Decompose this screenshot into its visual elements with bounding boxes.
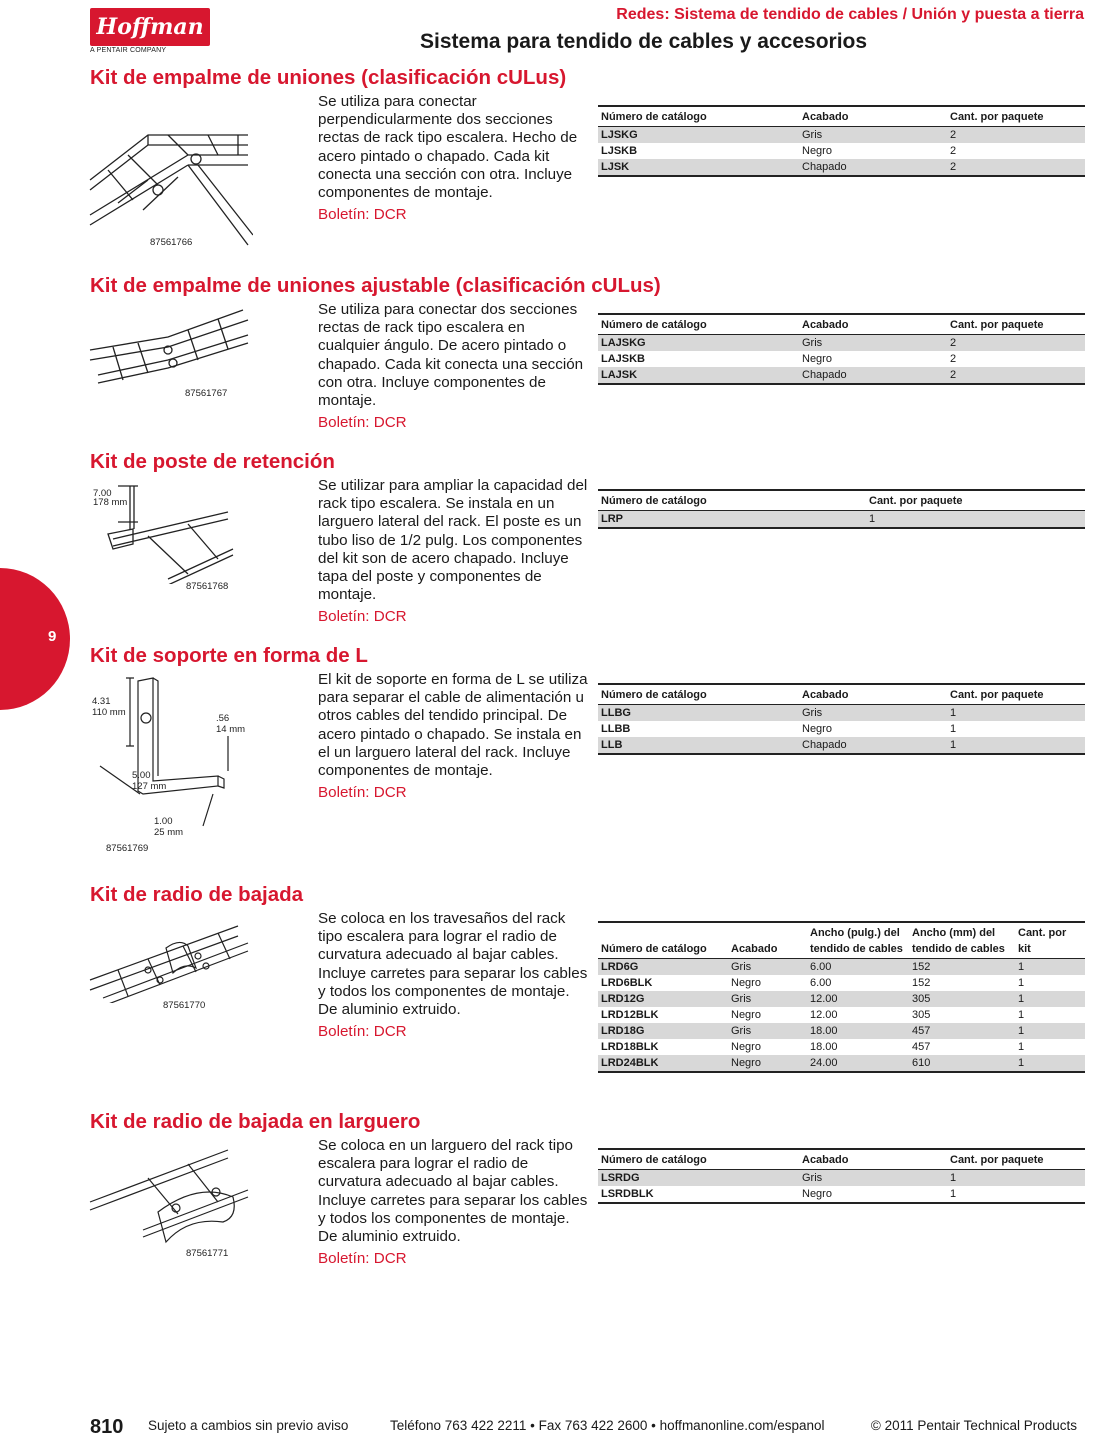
col-header: Acabado (799, 314, 947, 335)
section-title: Kit de radio de bajada en larguero (90, 1110, 421, 1133)
description-text: El kit de soporte en forma de L se utiliza para separar el cable de alimentación u otros cables del tendido principal. De acero pintado o chapado. Se instala en el un larguero lateral del rack. Incluye componentes de montaje. (318, 671, 588, 780)
cell-finish: Negro (731, 1041, 761, 1053)
cell-qty: 1 (1015, 1055, 1085, 1072)
table-row (598, 705, 1085, 722)
col-header: Ancho (mm) del tendido de cables (909, 922, 1015, 959)
description-text: Se coloca en un larguero del rack tipo escalera para lograr el radio de curvatura adecuado al bajar cables. Incluye carretes para separar los cables y todos los componentes de montaje. De aluminio extruido. (318, 1137, 588, 1246)
table-row (598, 143, 1085, 159)
col-header: Número de catálogo (598, 684, 799, 705)
cell-finish: Gris (728, 991, 807, 1007)
cell-qty: 2 (950, 145, 957, 157)
col-header: Número de catálogo (598, 106, 799, 127)
cell-width-mm: 152 (909, 959, 1015, 976)
product-illustration (88, 95, 253, 250)
footer-copyright: © 2011 Pentair Technical Products (870, 1418, 1077, 1433)
cell-width-mm: 610 (909, 1055, 1015, 1072)
cell-catalog: LAJSKG (598, 335, 799, 352)
figure-number: 87561769 (106, 843, 149, 854)
cell-qty: 2 (947, 335, 1085, 352)
cell-qty: 1 (866, 511, 1085, 529)
cell-qty: 2 (947, 127, 1085, 144)
cell-width-mm: 305 (909, 991, 1015, 1007)
cell-width-in: 18.00 (807, 1023, 909, 1039)
table-row (598, 367, 1085, 384)
col-header: Ancho (pulg.) del tendido de cables (807, 922, 909, 959)
cell-finish: Gris (728, 959, 807, 976)
section-description (318, 910, 590, 1041)
cell-finish: Negro (731, 977, 761, 989)
description-text: Se utilizar para ampliar la capacidad del rack tipo escalera. Se instala en un larguero lateral del rack. El poste es un tubo liso de 1/2 pulg. Los componentes del kit son de acero chapado. Incluye tapa del poste y componentes de montaje. (318, 477, 588, 604)
catalog-table (598, 313, 1085, 385)
logo-subtitle: A PENTAIR COMPANY (90, 47, 167, 54)
cell-qty: 1 (1018, 1041, 1025, 1053)
col-header: Cant. por paquete (866, 490, 1085, 511)
table-row (598, 127, 1085, 144)
section-description (318, 93, 590, 224)
section-description (318, 301, 590, 432)
col-header: Cant. por kit (1015, 922, 1085, 959)
dim-inches: 4.31 (92, 696, 111, 707)
cell-width-in: 6.00 (810, 977, 832, 989)
cell-width-mm: 305 (912, 1009, 931, 1021)
section-title: Kit de empalme de uniones (clasificación cULus) (90, 66, 567, 89)
cell-catalog: LAJSKB (601, 353, 646, 365)
dim-mm: 127 mm (132, 781, 167, 792)
cell-qty: 1 (1018, 977, 1025, 989)
cell-width-in: 12.00 (807, 991, 909, 1007)
table-row (598, 959, 1085, 976)
section-title: Kit de radio de bajada (90, 883, 304, 906)
dim-inches: 5.00 (132, 770, 151, 781)
col-header: Acabado (799, 1149, 947, 1170)
cell-catalog: LLBB (601, 723, 631, 735)
figure-number: 87561768 (186, 581, 229, 592)
cell-catalog: LRD18BLK (601, 1041, 659, 1053)
table-row (598, 737, 1085, 754)
col-header: Número de catálogo (598, 1149, 799, 1170)
col-header: Acabado (799, 684, 947, 705)
cell-catalog: LRP (598, 511, 866, 529)
cell-width-in: 12.00 (810, 1009, 838, 1021)
cell-qty: 1 (947, 1170, 1085, 1187)
cell-catalog: LLBG (598, 705, 799, 722)
dimension-label (154, 816, 183, 838)
footer-notice: Sujeto a cambios sin previo aviso (148, 1418, 349, 1433)
dimension-label (93, 489, 127, 507)
bulletin-link[interactable]: Boletín: DCR (318, 1250, 407, 1268)
cell-qty: 2 (950, 353, 957, 365)
cell-finish: Negro (802, 145, 832, 157)
table-row (598, 1170, 1085, 1187)
dim-mm: 178 mm (93, 497, 128, 508)
table-row (598, 335, 1085, 352)
cell-catalog: LJSKB (601, 145, 638, 157)
table-row (598, 1186, 1085, 1203)
cell-width-mm: 457 (912, 1041, 931, 1053)
catalog-table (598, 489, 1085, 529)
bulletin-link[interactable]: Boletín: DCR (318, 784, 407, 802)
bulletin-link[interactable]: Boletín: DCR (318, 1023, 407, 1041)
catalog-table (598, 683, 1085, 755)
cell-qty: 1 (1015, 1023, 1085, 1039)
bulletin-link[interactable]: Boletín: DCR (318, 414, 407, 432)
table-row (598, 1023, 1085, 1039)
catalog-table (598, 1148, 1085, 1204)
cell-qty: 1 (1015, 991, 1085, 1007)
cell-catalog: LRD24BLK (598, 1055, 728, 1072)
cell-finish: Gris (728, 1023, 807, 1039)
table-row (598, 975, 1085, 991)
page-title: Sistema para tendido de cables y accesorios (420, 30, 868, 53)
cell-qty: 1 (947, 705, 1085, 722)
cell-catalog: LJSK (598, 159, 799, 176)
cell-finish: Gris (799, 705, 947, 722)
dimension-label (92, 696, 126, 718)
cell-catalog: LRD6G (598, 959, 728, 976)
cell-width-mm: 457 (909, 1023, 1015, 1039)
section-description (318, 477, 590, 627)
hoffman-logo: Hoffman (90, 8, 210, 46)
description-text: Se utiliza para conectar perpendicularmente dos secciones rectas de rack tipo escalera. Hecho de acero pintado o chapado. Cada kit conecta una sección con otra. Incluye componentes de montaje. (318, 93, 578, 202)
table-row (598, 1039, 1085, 1055)
table-row (598, 511, 1085, 529)
cell-finish: Gris (799, 335, 947, 352)
cell-qty: 1 (947, 737, 1085, 754)
chapter-tab (0, 568, 70, 710)
table-row (598, 991, 1085, 1007)
page-number: 810 (90, 1416, 124, 1438)
cell-finish: Chapado (799, 159, 947, 176)
cell-catalog: LLB (598, 737, 799, 754)
cell-qty: 1 (1018, 1009, 1025, 1021)
product-illustration (88, 305, 253, 399)
cell-qty: 2 (947, 159, 1085, 176)
figure-number: 87561771 (186, 1248, 229, 1259)
table-row (598, 159, 1085, 176)
catalog-table (598, 105, 1085, 177)
cell-width-mm: 152 (912, 977, 931, 989)
cell-catalog: LRD18G (598, 1023, 728, 1039)
dim-mm: 110 mm (92, 707, 126, 718)
cell-finish: Chapado (799, 737, 947, 754)
cell-qty: 1 (950, 1188, 957, 1200)
col-header: Cant. por paquete (947, 314, 1085, 335)
product-illustration (88, 484, 253, 592)
cell-catalog: LRD12BLK (601, 1009, 659, 1021)
table-row (598, 351, 1085, 367)
dim-mm: 25 mm (154, 827, 184, 838)
product-illustration (88, 676, 253, 854)
figure-number: 87561766 (150, 237, 193, 248)
figure-number: 87561767 (185, 388, 228, 399)
cell-finish: Negro (802, 1188, 832, 1200)
col-header: Acabado (728, 922, 807, 959)
description-text: Se utiliza para conectar dos secciones rectas de rack tipo escalera en cualquier ángulo. De acero pintado o chapado. Cada kit conecta una sección con otra. Incluye componentes de montaje. (318, 301, 584, 410)
bulletin-link[interactable]: Boletín: DCR (318, 206, 407, 224)
cell-width-in: 24.00 (807, 1055, 909, 1072)
cell-finish: Gris (799, 127, 947, 144)
catalog-table (598, 921, 1085, 1073)
cell-catalog: LRD12G (598, 991, 728, 1007)
col-header: Número de catálogo (598, 490, 866, 511)
table-row (598, 1055, 1085, 1072)
col-header: Número de catálogo (598, 922, 728, 959)
cell-qty: 1 (950, 723, 957, 735)
cell-catalog: LRD6BLK (601, 977, 653, 989)
cell-finish: Negro (802, 353, 832, 365)
section-description (318, 1137, 590, 1268)
cell-finish: Negro (802, 723, 832, 735)
cell-finish: Negro (728, 1055, 807, 1072)
bulletin-link[interactable]: Boletín: DCR (318, 608, 407, 626)
dim-inches: 7.00 (93, 488, 112, 499)
table-row (598, 721, 1085, 737)
figure-number: 87561770 (163, 1000, 206, 1011)
col-header: Número de catálogo (598, 314, 799, 335)
description-text: Se coloca en los travesaños del rack tipo escalera para lograr el radio de curvatura adecuado al bajar cables. Incluye carretes para separar los cables y todos los componentes de montaje. De aluminio extruido. (318, 910, 588, 1019)
col-header: Cant. por paquete (947, 684, 1085, 705)
cell-qty: 1 (1015, 959, 1085, 976)
cell-qty: 2 (947, 367, 1085, 384)
cell-catalog: LSRDBLK (601, 1188, 654, 1200)
product-illustration (88, 1142, 253, 1259)
cell-catalog: LJSKG (598, 127, 799, 144)
dim-mm: 14 mm (216, 724, 246, 735)
col-header: Acabado (799, 106, 947, 127)
section-description (318, 671, 590, 802)
cell-finish: Chapado (799, 367, 947, 384)
cell-finish: Gris (799, 1170, 947, 1187)
section-title: Kit de empalme de uniones ajustable (clasificación cULus) (90, 274, 661, 297)
dimension-label (132, 770, 166, 792)
table-row (598, 1007, 1085, 1023)
col-header: Cant. por paquete (947, 1149, 1085, 1170)
header-breadcrumb: Redes: Sistema de tendido de cables / Unión y puesta a tierra (616, 6, 1084, 23)
cell-catalog: LSRDG (598, 1170, 799, 1187)
cell-width-in: 18.00 (810, 1041, 838, 1053)
dim-inches: .56 (216, 713, 230, 724)
chapter-number: 9 (48, 628, 57, 645)
product-illustration (88, 918, 253, 1011)
cell-catalog: LAJSK (598, 367, 799, 384)
cell-finish: Negro (731, 1009, 761, 1021)
col-header: Cant. por paquete (947, 106, 1085, 127)
cell-width-in: 6.00 (807, 959, 909, 976)
dim-inches: 1.00 (154, 816, 173, 827)
section-title: Kit de poste de retención (90, 450, 335, 473)
footer-contact[interactable]: Teléfono 763 422 2211 • Fax 763 422 2600 • hoffmanonline.com/espanol (390, 1418, 825, 1433)
dimension-label (216, 713, 245, 735)
section-title: Kit de soporte en forma de L (90, 644, 368, 667)
